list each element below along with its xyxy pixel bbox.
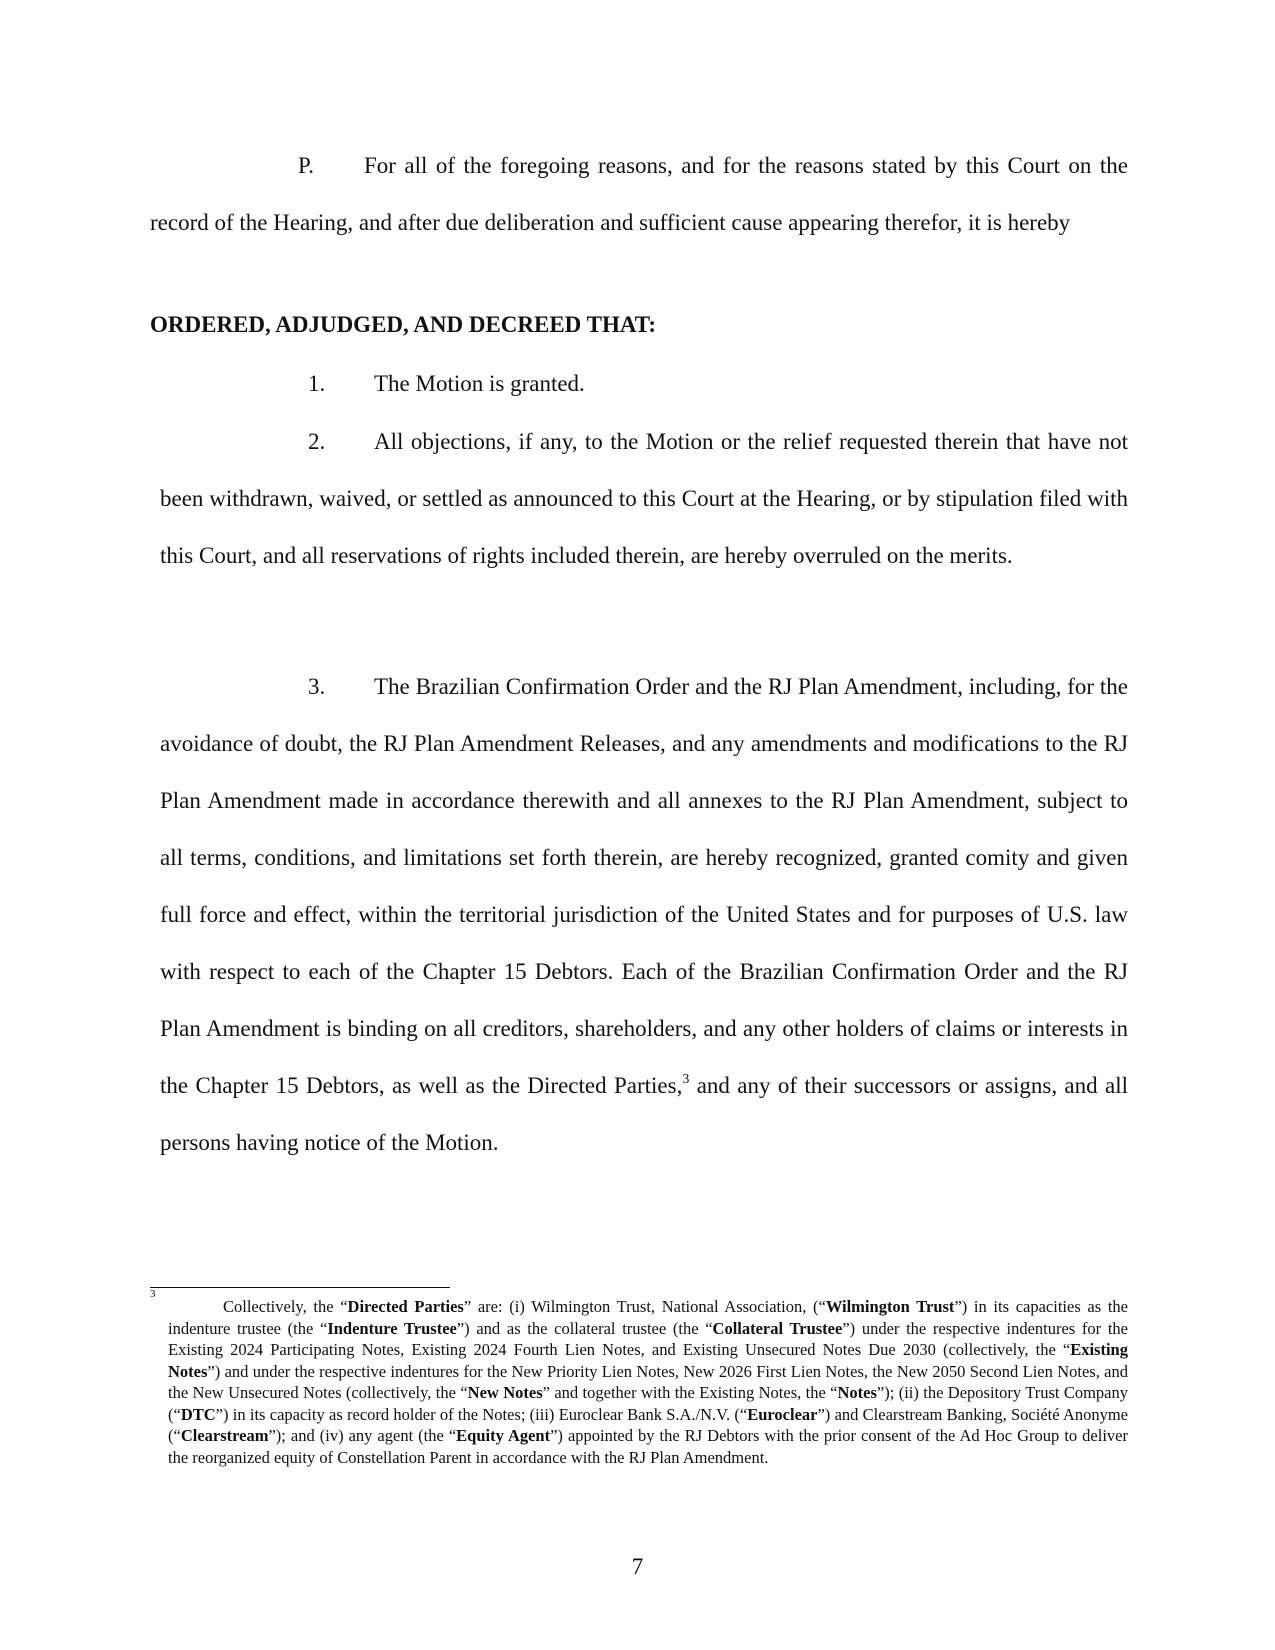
footnote-reference[interactable]: 3 <box>682 1072 690 1087</box>
page-number: 7 <box>631 1554 644 1579</box>
footnote-text-segment: ”); (ii) the Depository Trust Company (“ <box>168 1383 1129 1424</box>
footnote-text-segment: ”) and Clearstream Banking, Société Anonyme (“ <box>168 1404 1128 1445</box>
footnote-defined-term: Directed Parties <box>347 1297 464 1316</box>
paragraph-number: 3. <box>308 674 326 699</box>
footnote-defined-term: Notes <box>837 1383 877 1402</box>
footnote: 3 Collectively, the “Directed Parties” are: (i) Wilmington Trust, National Association, (“Wilmington Trust”) in its capacities as the indenture trustee (the “Indenture Trustee”) and as the collateral trustee (the “Collateral Trustee”) under the respective indentures for the Existing 2024 Participating Notes, Existing 2024 Fourth Lien Notes, and Existing Unsecured Notes Due 2030 (collectively, the “Existing Notes”) and under the respective indentures for the New Priority Lien Notes, New 2026 First Lien Notes, the New 2050 Second Lien Notes, and the New Unsecured Notes (collectively, the “New Notes” and together with the Existing Notes, the “Notes”); (ii) the Depository Trust Company (“DTC”) in its capacity as record holder of the Notes; (iii) Euroclear Bank S.A./N.V. (“Euroclear”) and Clearstream Banking, Société Anonyme (“Clearstream”); and (iv) any agent (the “Equity Agent”) appointed by the RJ Debtors with the prior consent of the Ad Hoc Group to deliver the reorganized equity of Constellation Parent in accordance with the RJ Plan Amendment. <box>150 1288 1129 1467</box>
footnote-text-segment: Collectively, the “ <box>223 1297 348 1316</box>
paragraph-number: 1. <box>308 371 326 396</box>
footnote-defined-term: Clearstream <box>180 1426 269 1445</box>
footnote-defined-term: New Notes <box>467 1383 543 1402</box>
paragraph-text: All objections, if any, to the Motion or the relief requested therein that have not been withdrawn, waived, or settled as announced to this Court at the Hearing, or by stipulation filed with this Court, and all reservations of rights included therein, are hereby overruled on the merits. <box>160 429 1128 568</box>
footnote-text-segment: ”) under the respective indentures for the Existing 2024 Participating Notes, Existing 2024 Fourth Lien Notes, and Existing Unsecured Notes Due 2030 (collectively, the “ <box>168 1318 1128 1359</box>
footnote-text-segment: ”) appointed by the RJ Debtors with the prior consent of the Ad Hoc Group to deliver the reorganized equity of Constellation Parent in accordance with the RJ Plan Amendment. <box>168 1426 1128 1467</box>
footnote-defined-term: Indenture Trustee <box>327 1318 457 1338</box>
paragraph-p <box>150 137 1128 251</box>
footnote-defined-term: Euroclear <box>747 1404 818 1424</box>
paragraph-text: For all of the foregoing reasons, and for the reasons stated by this Court on the record of the Hearing, and after due deliberation and sufficient cause appearing therefor, it is hereby <box>150 153 1128 235</box>
footnote-defined-term: Wilmington Trust <box>825 1297 955 1316</box>
footnote-text-segment: ”); and (iv) any agent (the “ <box>268 1426 457 1445</box>
footnote-text-segment: ” are: (i) Wilmington Trust, National Association, (“ <box>463 1297 826 1316</box>
footnote-text-segment: ”) in its capacities as the indenture trustee (the “ <box>168 1297 1128 1338</box>
paragraph-text: The Motion is granted. <box>374 371 585 396</box>
footnote-separator <box>150 1287 450 1288</box>
footnote-defined-term: DTC <box>180 1404 216 1424</box>
footnote-text-segment: ” and together with the Existing Notes, the “ <box>542 1383 838 1402</box>
paragraph-number: 2. <box>308 429 326 454</box>
footnote-text <box>168 1296 1128 1468</box>
paragraph-text-continued: and any of their successors or assigns, and all persons having notice of the Motion. <box>160 1073 1129 1155</box>
paragraph-number: P. <box>298 153 314 178</box>
footnote-defined-term: Collateral Trustee <box>712 1318 843 1338</box>
paragraph-1 <box>160 355 1128 412</box>
footnote-defined-term: Existing Notes <box>168 1340 1128 1381</box>
footnote-text-segment: ”) and as the collateral trustee (the “ <box>456 1318 713 1338</box>
order-heading: ORDERED, ADJUDGED, AND DECREED THAT: <box>150 312 657 337</box>
paragraph-2 <box>160 413 1128 584</box>
paragraph-text: The Brazilian Confirmation Order and the RJ Plan Amendment, including, for the avoidance of doubt, the RJ Plan Amendment Releases, and any amendments and modifications to the RJ Plan Amendment made in accordance therewith and all annexes to the RJ Plan Amendment, subject to all terms, conditions, and limitations set forth therein, are hereby recognized, granted comity and given full force and effect, within the territorial jurisdiction of the United States and for purposes of U.S. law with respect to each of the Chapter 15 Debtors. Each of the Brazilian Confirmation Order and the RJ Plan Amendment is binding on all creditors, shareholders, and any other holders of claims or interests in the Chapter 15 Debtors, as well as the Directed Parties, <box>160 674 1128 1098</box>
footnote-defined-term: Equity Agent <box>456 1426 551 1445</box>
footnote-text-segment: ”) in its capacity as record holder of the Notes; (iii) Euroclear Bank S.A./N.V. (“ <box>215 1404 748 1424</box>
footnote-text-segment: ”) and under the respective indentures for the New Priority Lien Notes, New 2026 First Lien Notes, the New 2050 Second Lien Notes, and the New Unsecured Notes (collectively, the “ <box>168 1361 1128 1402</box>
paragraph-3 <box>160 658 1128 1171</box>
